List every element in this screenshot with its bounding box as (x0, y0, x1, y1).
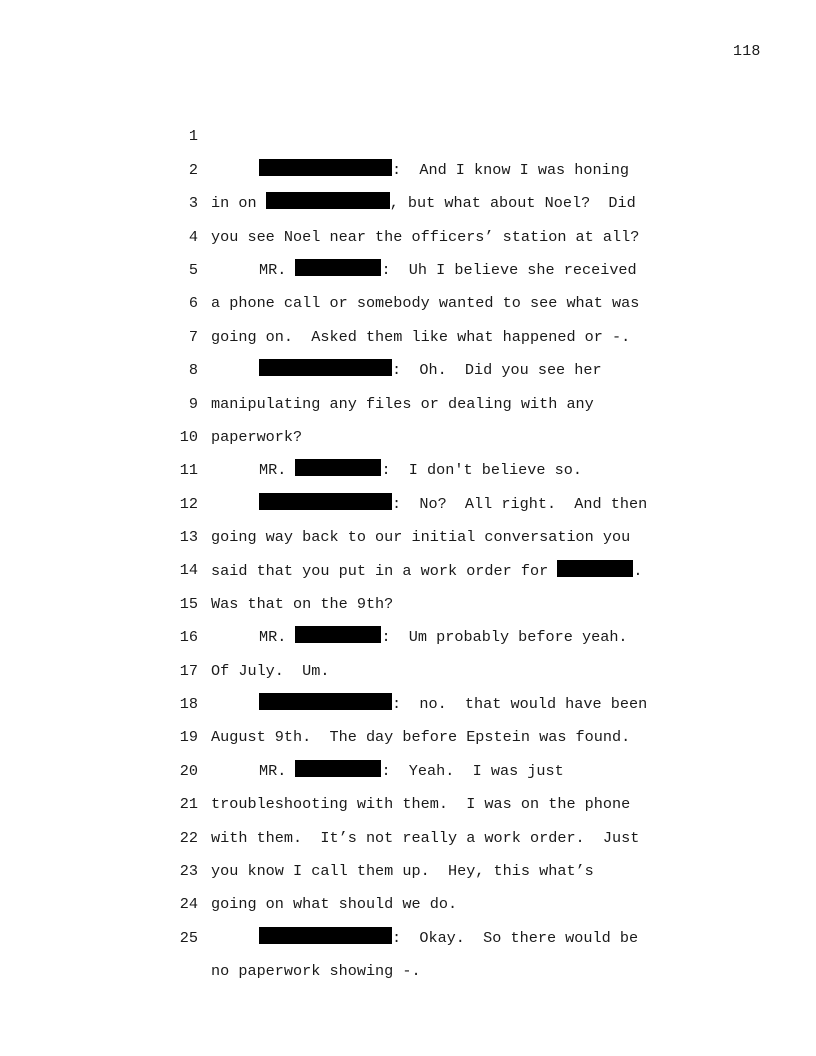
line-text: : And I know I was honing (211, 154, 629, 187)
line-number: 14 (179, 561, 198, 580)
line-number: 16 (179, 628, 198, 647)
page-number: 118 (733, 43, 761, 60)
line-text: : Oh. Did you see her (211, 354, 602, 387)
line-number: 22 (179, 828, 198, 847)
transcript-body (170, 87, 690, 981)
line-text: MR. : I don't believe so. (259, 461, 582, 480)
line-number: 24 (179, 895, 198, 914)
line-number: 12 (179, 494, 198, 513)
line-text: paperwork? (211, 427, 303, 446)
line-number: 3 (188, 194, 198, 213)
line-text: troubleshooting with them. I was on the phone (211, 795, 631, 814)
line-text: : Okay. So there would be (211, 922, 638, 955)
line-number: 25 (179, 928, 198, 947)
line-text: no paperwork showing -. (211, 962, 421, 981)
line-text: August 9th. The day before Epstein was found. (211, 728, 631, 747)
line-number: 10 (179, 427, 198, 446)
line-number: 11 (179, 461, 198, 480)
line-text: going on. Asked them like what happened or -. (211, 327, 631, 346)
line-number: 9 (188, 394, 198, 413)
line-text: MR. : Um probably before yeah. (259, 628, 628, 647)
line-number: 5 (188, 260, 198, 279)
line-text: a phone call or somebody wanted to see what was (211, 294, 640, 313)
line-number: 17 (179, 661, 198, 680)
redaction-block (259, 927, 392, 944)
line-text: you see Noel near the officers’ station at all? (211, 227, 640, 246)
line-text: Of July. Um. (211, 661, 330, 680)
line-number: 4 (188, 227, 198, 246)
line-text: : no. that would have been (211, 688, 647, 721)
line-text: : No? All right. And then (211, 488, 647, 521)
line-text: you know I call them up. Hey, this what’s (211, 862, 594, 881)
line-number: 15 (179, 594, 198, 613)
line-number: 6 (188, 294, 198, 313)
line-number: 21 (179, 795, 198, 814)
transcript-line (170, 87, 690, 179)
line-number: 13 (179, 528, 198, 547)
line-number: 23 (179, 862, 198, 880)
line-text: said that you put in a work order for . (211, 561, 643, 580)
line-text: going on what should we do. (211, 895, 458, 914)
line-text: in on , but what about Noel? Did (211, 194, 636, 213)
line-text: manipulating any files or dealing with any (211, 394, 594, 413)
line-text: going way back to our initial conversation you (211, 528, 631, 547)
line-text: with them. It’s not really a work order. Just (211, 828, 640, 847)
line-number: 2 (188, 160, 198, 179)
line-text: MR. : Yeah. I was just (259, 761, 564, 780)
line-text: MR. : Uh I believe she received (259, 260, 637, 279)
line-number: 7 (188, 327, 198, 346)
line-number: 1 (188, 127, 198, 146)
line-number: 19 (179, 728, 198, 747)
line-text: Was that on the 9th? (211, 594, 394, 613)
line-number: 18 (179, 695, 198, 714)
line-number: 20 (179, 761, 198, 780)
line-number: 8 (188, 361, 198, 380)
